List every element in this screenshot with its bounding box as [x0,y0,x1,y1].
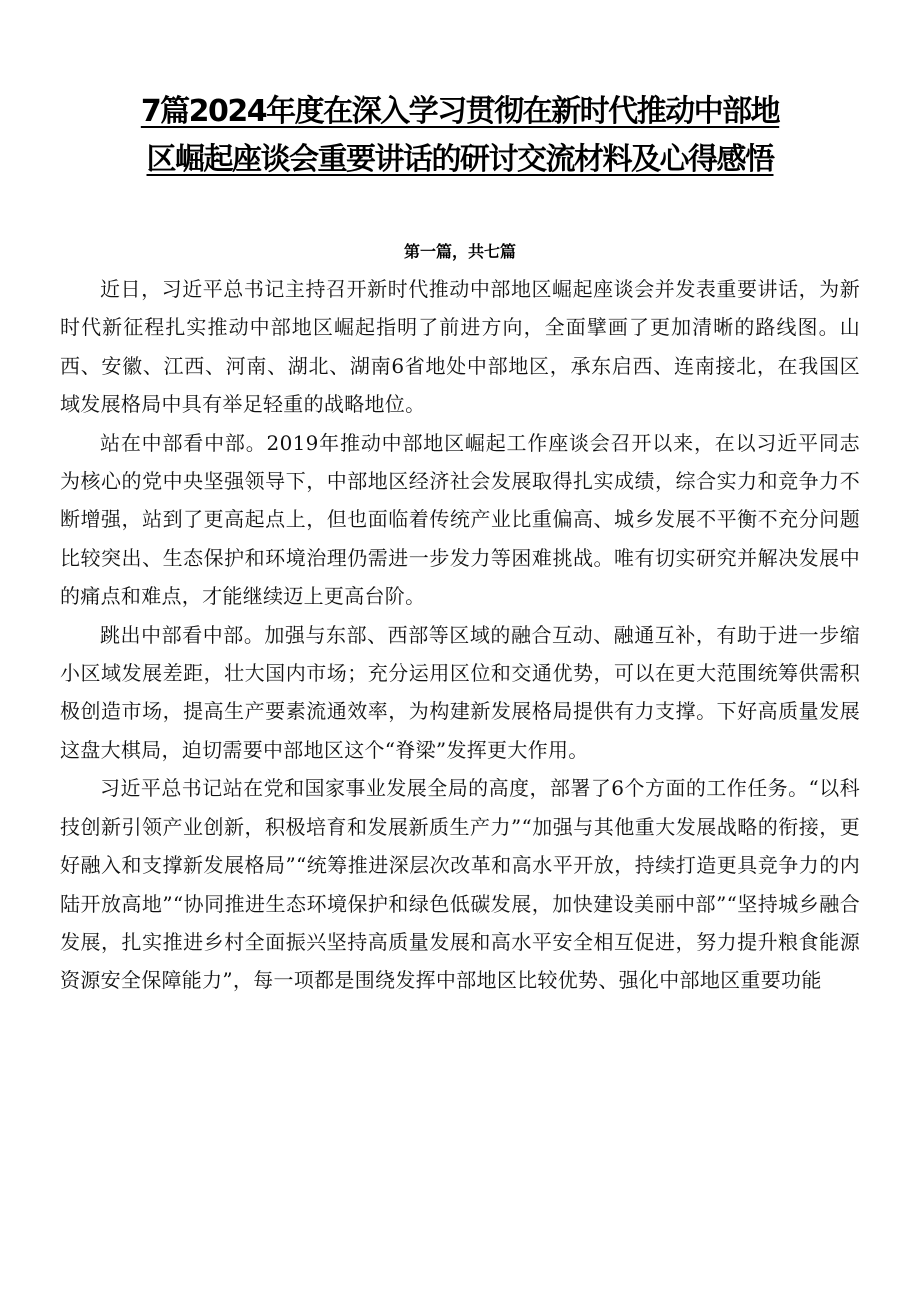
paragraph-4: 习近平总书记站在党和国家事业发展全局的高度，部署了6个方面的工作任务。“以科技创新引领产业创新，积极培育和发展新质生产力”“加强与其他重大发展战略的衔接，更好融入和支撑新发展格局”“统筹推进深层次改革和高水平开放，持续打造更具竞争力的内陆开放高地”“协同推进生态环境保护和绿色低碳发展，加快建设美丽中部”“坚持城乡融合发展，扎实推进乡村全面振兴坚持高质量发展和高水平安全相互促进，努力提升粮食能源资源安全保障能力”，每一项都是围绕发挥中部地区比较优势、强化中部地区重要功能 [60,776,860,993]
paragraph-1: 近日，习近平总书记主持召开新时代推动中部地区崛起座谈会并发表重要讲话，为新时代新征程扎实推动中部地区崛起指明了前进方向，全面擘画了更加清晰的路线图。山西、安徽、江西、河南、湖北、湖南6省地处中部地区，承东启西、连南接北，在我国区域发展格局中具有举足轻重的战略地位。 [60,277,860,417]
document-title-line-2: 区崛起座谈会重要讲话的研讨交流材料及心得感悟 [146,142,774,177]
paragraph-3: 跳出中部看中部。加强与东部、西部等区域的融合互动、融通互补，有助于进一步缩小区域发展差距，壮大国内市场；充分运用区位和交通优势，可以在更大范围统筹供需积极创造市场，提高生产要素流通效率，为构建新发展格局提供有力支撑。下好高质量发展这盘大棋局，迫切需要中部地区这个“脊梁”发挥更大作用。 [60,622,860,762]
section-subtitle: 第一篇，共七篇 [403,242,516,261]
document-title [110,88,810,184]
document-body [60,270,860,1000]
document-title-line-1: 7篇2024年度在深入学习贯彻在新时代推动中部地 [140,94,780,129]
paragraph-2: 站在中部看中部。2019年推动中部地区崛起工作座谈会召开以来，在以习近平同志为核心的党中央坚强领导下，中部地区经济社会发展取得扎实成绩，综合实力和竞争力不断增强，站到了更高起点上，但也面临着传统产业比重偏高、城乡发展不平衡不充分问题比较突出、生态保护和环境治理仍需进一步发力等困难挑战。唯有切实研究并解决发展中的痛点和难点，才能继续迈上更高台阶。 [60,430,860,609]
